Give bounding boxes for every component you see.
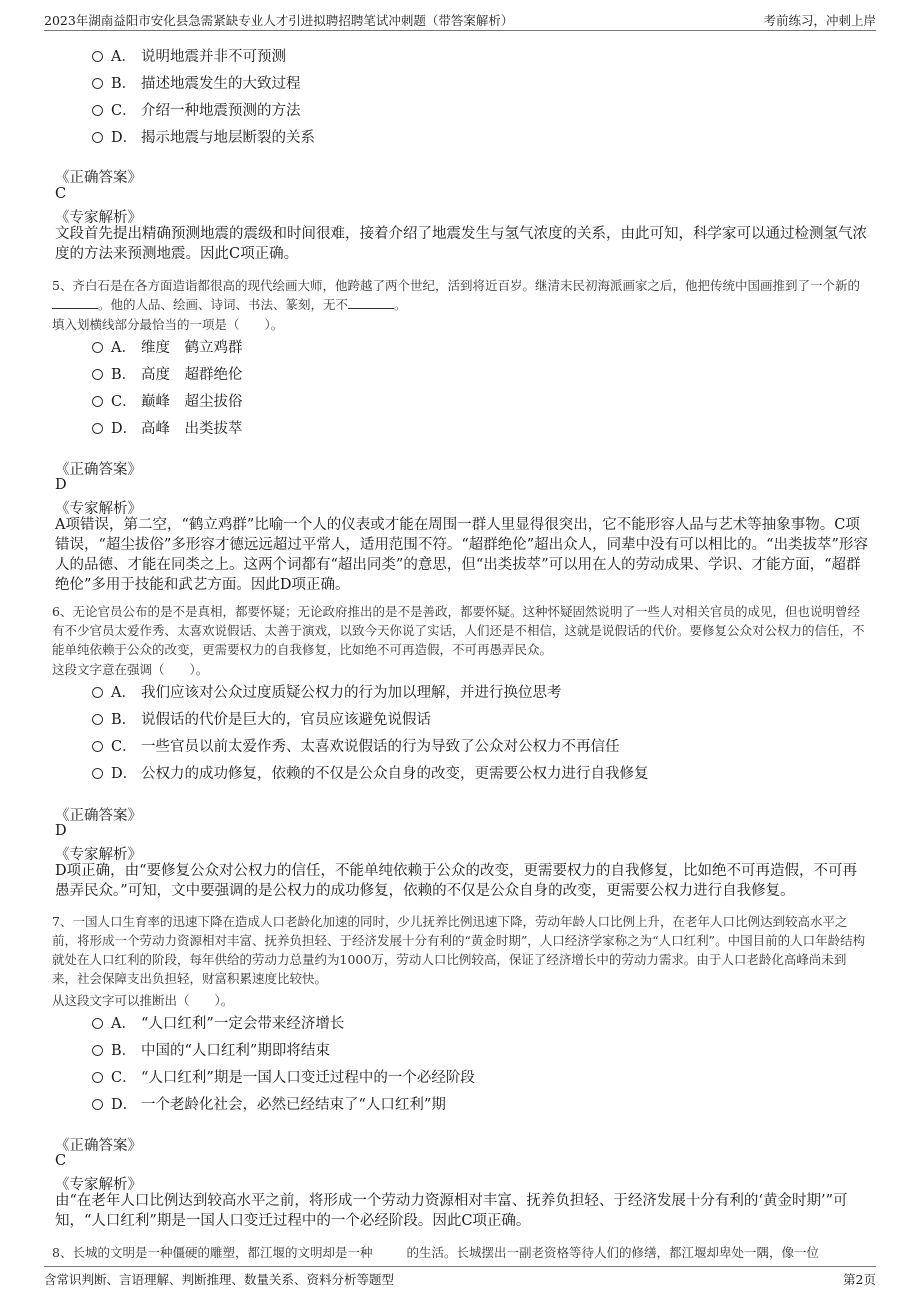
q5-answer: D xyxy=(55,477,67,493)
radio-icon[interactable] xyxy=(92,369,103,380)
radio-icon[interactable] xyxy=(92,1099,103,1110)
page-number: 第2页 xyxy=(843,1272,876,1287)
analysis-heading: 《专家解析》 xyxy=(55,501,142,517)
q5-prompt: 填入划横线部分最恰当的一项是（ ）。 xyxy=(52,317,284,332)
radio-icon[interactable] xyxy=(92,342,103,353)
header-divider xyxy=(44,30,876,31)
q5-option-a[interactable]: A． 维度 鹤立鸡群 xyxy=(92,336,243,358)
radio-icon[interactable] xyxy=(92,741,103,752)
footer-divider xyxy=(44,1266,876,1267)
radio-icon[interactable] xyxy=(92,768,103,779)
q6-answer: D xyxy=(55,823,67,839)
answer-heading: 《正确答案》 xyxy=(55,1138,142,1154)
q7-option-a[interactable]: A． “人口红利”一定会带来经济增长 xyxy=(92,1012,344,1034)
q7-stem: 7、一国人口生育率的迅速下降在造成人口老龄化加速的同时，少儿抚养比例迅速下降，劳动年龄人口比例上升，在老年人口比例达到较高水平之前，将形成一个劳动力资源相对丰富、抚养负担轻、于经济发展十分有利的“黄金时期”，人口经济学家称之为“人口红利”。中国目前的人口年龄结构就处在人口红利的阶段，每年供给的劳动力总量约为1000万，劳动人口比例较高，保证了经济增长中的劳动力需求。由于人口老龄化高峰尚未到来，社会保障支出负担轻，财富积累速度比较快。 xyxy=(52,914,866,986)
q6-option-a[interactable]: A． 我们应该对公众过度质疑公权力的行为加以理解，并进行换位思考 xyxy=(92,681,562,703)
q8-stem: 8、长城的文明是一种僵硬的雕塑，都江堰的文明却是一种 的生活。长城摆出一副老资格等待人们的修缮，都江堰却卑处一隅，像一位 xyxy=(52,1245,819,1260)
q6-prompt: 这段文字意在强调（ ）。 xyxy=(52,662,209,677)
q6-stem: 6、无论官员公布的是不是真相，都要怀疑；无论政府推出的是不是善政，都要怀疑。这种怀疑固然说明了一些人对相关官员的成见，但也说明曾经有不少官员太爱作秀、太喜欢说假话、太善于演戏，以致今天你说了实话，人们还是不相信，这就是说假话的代价。要修复公众对公权力的信任，不能单纯依赖于公众的改变，更需要权力的自我修复，比如绝不可再造假，不可再愚弄民众。 xyxy=(52,604,865,657)
q7-option-b[interactable]: B． 中国的“人口红利”期即将结束 xyxy=(92,1039,330,1061)
radio-icon[interactable] xyxy=(92,714,103,725)
q7-option-c[interactable]: C． “人口红利”期是一国人口变迁过程中的一个必经阶段 xyxy=(92,1066,475,1088)
answer-heading: 《正确答案》 xyxy=(55,808,142,824)
radio-icon[interactable] xyxy=(92,396,103,407)
answer-heading: 《正确答案》 xyxy=(55,462,142,478)
fill-blank xyxy=(348,296,394,309)
q5-option-b[interactable]: B． 高度 超群绝伦 xyxy=(92,363,243,385)
q4-option-c[interactable]: C． 介绍一种地震预测的方法 xyxy=(92,99,301,121)
analysis-heading: 《专家解析》 xyxy=(55,1177,142,1193)
q5-option-c[interactable]: C． 巅峰 超尘拔俗 xyxy=(92,390,243,412)
radio-icon[interactable] xyxy=(92,51,103,62)
radio-icon[interactable] xyxy=(92,78,103,89)
radio-icon[interactable] xyxy=(92,1072,103,1083)
radio-icon[interactable] xyxy=(92,1045,103,1056)
radio-icon[interactable] xyxy=(92,423,103,434)
q7-analysis: 由“在老年人口比例达到较高水平之前，将形成一个劳动力资源相对丰富、抚养负担轻、于经济发展十分有利的‘黄金时期’”可知，“人口红利”期是一国人口变迁过程中的一个必经阶段。因此C项正确。 xyxy=(55,1193,848,1229)
q5-stem: 5、齐白石是在各方面造诣都很高的现代绘画大师，他跨越了两个世纪，活到将近百岁。继清末民初海派画家之后，他把传统中国画推到了一个新的。他的人品、绘画、诗词、书法、篆刻，无不 。 xyxy=(52,278,860,312)
radio-icon[interactable] xyxy=(92,1018,103,1029)
header-slogan: 考前练习，冲刺上岸 xyxy=(763,13,876,28)
q6-option-b[interactable]: B． 说假话的代价是巨大的，官员应该避免说假话 xyxy=(92,708,431,730)
q5-analysis: A项错误，第二空，“鹤立鸡群”比喻一个人的仪表或才能在周围一群人里显得很突出，它不能形容人品与艺术等抽象事物。C项错误，“超尘拔俗”多形容才德远远超过平常人，适用范围不符。“超群绝伦”超出众人，同辈中没有可以相比的。“出类拔萃”形容人的品德、才能在同类之上。这两个词都有“超出同类”的意思，但“出类拔萃”可以用在人的劳动成果、学识、才能方面，“超群绝伦”多用于技能和武艺方面。因此D项正确。 xyxy=(55,517,868,593)
q7-prompt: 从这段文字可以推断出（ ）。 xyxy=(52,993,234,1008)
q7-answer: C xyxy=(55,1153,67,1169)
radio-icon[interactable] xyxy=(92,132,103,143)
q4-answer: C xyxy=(55,186,67,202)
answer-heading: 《正确答案》 xyxy=(55,170,142,186)
analysis-heading: 《专家解析》 xyxy=(55,847,142,863)
q6-analysis: D项正确，由“要修复公众对公权力的信任，不能单纯依赖于公众的改变，更需要权力的自我修复，比如绝不可再造假，不可再愚弄民众。”可知，文中要强调的是公权力的成功修复，依赖的不仅是公众自身的改变，更需要公权力进行自我修复。 xyxy=(55,863,858,899)
q4-option-d[interactable]: D． 揭示地震与地层断裂的关系 xyxy=(92,126,315,148)
q6-option-d[interactable]: D． 公权力的成功修复，依赖的不仅是公众自身的改变，更需要公权力进行自我修复 xyxy=(92,762,649,784)
page-footer xyxy=(0,1262,920,1302)
document-title: 2023年湖南益阳市安化县急需紧缺专业人才引进拟聘招聘笔试冲刺题（带答案解析） xyxy=(44,13,514,28)
q6-option-c[interactable]: C． 一些官员以前太爱作秀、太喜欢说假话的行为导致了公众对公权力不再信任 xyxy=(92,735,620,757)
footer-note: 含常识判断、言语理解、判断推理、数量关系、资料分析等题型 xyxy=(44,1272,395,1287)
q4-option-b[interactable]: B． 描述地震发生的大致过程 xyxy=(92,72,301,94)
fill-blank xyxy=(52,296,98,309)
page-header xyxy=(0,0,920,30)
radio-icon[interactable] xyxy=(92,105,103,116)
q7-option-d[interactable]: D． 一个老龄化社会，必然已经结束了“人口红利”期 xyxy=(92,1093,446,1115)
q4-analysis: 文段首先提出精确预测地震的震级和时间很难，接着介绍了地震发生与氢气浓度的关系，由此可知，科学家可以通过检测氢气浓度的方法来预测地震。因此C项正确。 xyxy=(55,226,867,262)
q5-option-d[interactable]: D． 高峰 出类拔萃 xyxy=(92,417,243,439)
analysis-heading: 《专家解析》 xyxy=(55,210,142,226)
radio-icon[interactable] xyxy=(92,687,103,698)
q4-option-a[interactable]: A． 说明地震并非不可预测 xyxy=(92,45,286,67)
